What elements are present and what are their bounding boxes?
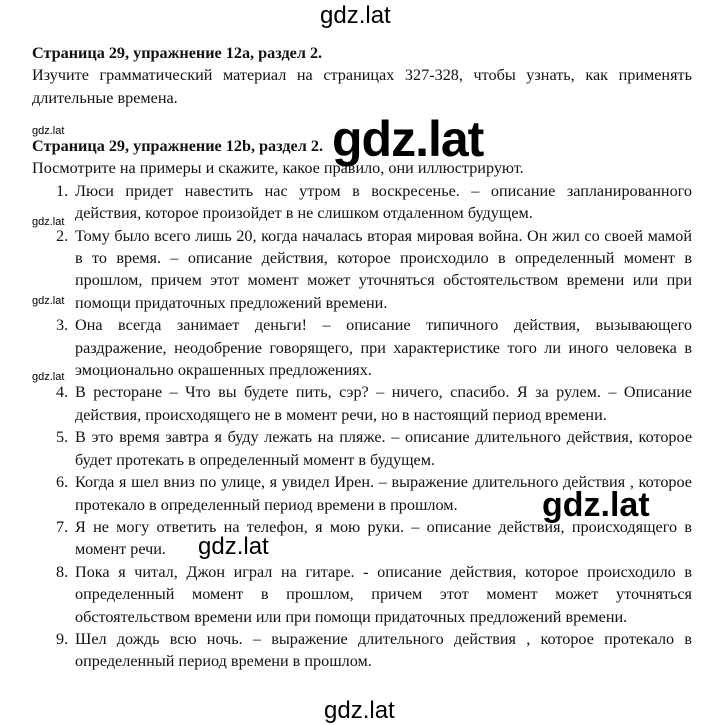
item-number: 9. — [56, 629, 69, 648]
section-heading: Страница 29, упражнение 12b, раздел 2. — [32, 137, 324, 155]
watermark-small: gdz.lat — [32, 295, 65, 307]
section-12a — [32, 42, 692, 109]
list-item — [32, 628, 692, 673]
item-number: 5. — [56, 428, 69, 447]
watermark-small: gdz.lat — [32, 216, 65, 228]
list-item — [32, 561, 692, 628]
item-text: Когда я шел вниз по улице, я увидел Ирен. – выражение длительного действия , которое протекало в определенный период времени в прошлом. — [75, 473, 692, 514]
list-item — [32, 314, 692, 381]
item-text: Тому было всего лишь 20, когда началась вторая мировая война. Он жил со своей мамой в то время. – описание действия, которое происходило в определенный момент в прошлом, причем этот момент может уточняться обстоятельством времени или при помощи придаточных предложений времени. — [75, 226, 692, 312]
section-text: Изучите грамматический материал на страницах 327-328, чтобы узнать, как применять длительные времена. — [32, 66, 692, 107]
item-text: В ресторане – Что вы будете пить, сэр? – ничего, спасибо. Я за рулем. – Описание действия, происходящего не в момент речи, но в настоящий период времени. — [75, 383, 692, 424]
watermark-small: gdz.lat — [32, 125, 65, 137]
watermark-middle: gdz.lat — [198, 533, 269, 560]
item-text: Я не могу ответить на телефон, я мою руки. – описание действия, происходящего в момент речи. — [75, 517, 692, 559]
item-number: 1. — [56, 181, 69, 200]
watermark-large: gdz.lat — [332, 111, 484, 167]
item-number: 3. — [56, 316, 69, 335]
item-text: В это время завтра я буду лежать на пляже. – описание длительного действия, которое будет протекать в определенный момент в будущем. — [75, 428, 692, 469]
item-number: 6. — [56, 473, 69, 492]
list-item — [32, 180, 692, 225]
list-item — [32, 426, 692, 471]
watermark-bottom: gdz.lat — [324, 697, 395, 724]
list-item — [32, 225, 692, 315]
examples-list — [32, 180, 692, 673]
item-text: Она всегда занимает деньги! – описание типичного действия, вызывающего раздражение, неодобрение говорящего, при характеристике того ли иного человека в эмоционально окрашенных предложениях. — [75, 316, 692, 380]
watermark-small: gdz.lat — [32, 371, 65, 383]
section-intro: Посмотрите на примеры и скажите, какое правило, они иллюстрируют. — [32, 159, 524, 178]
section-12b — [32, 135, 692, 673]
list-item — [32, 381, 692, 426]
item-number: 2. — [56, 226, 69, 245]
watermark-top: gdz.lat — [320, 2, 391, 29]
item-text: Пока я читал, Джон играл на гитаре. - описание действия, которое происходило в определенный момент в прошлом, причем этот момент может уточняться обстоятельством времени или при помощи придаточных предложений времени. — [75, 562, 692, 626]
item-text: Люси придет навестить нас утром в воскресенье. – описание запланированного действия, которое произойдет в не слишком отдаленном будущем. — [75, 181, 692, 223]
item-number: 8. — [56, 562, 69, 581]
item-text: Шел дождь всю ночь. – выражение длительного действия , которое протекало в определенный период времени в прошлом. — [75, 629, 692, 671]
watermark-right: gdz.lat — [542, 486, 650, 524]
item-number: 7. — [56, 517, 69, 536]
item-number: 4. — [56, 383, 69, 402]
section-heading: Страница 29, упражнение 12a, раздел 2. — [32, 44, 323, 62]
